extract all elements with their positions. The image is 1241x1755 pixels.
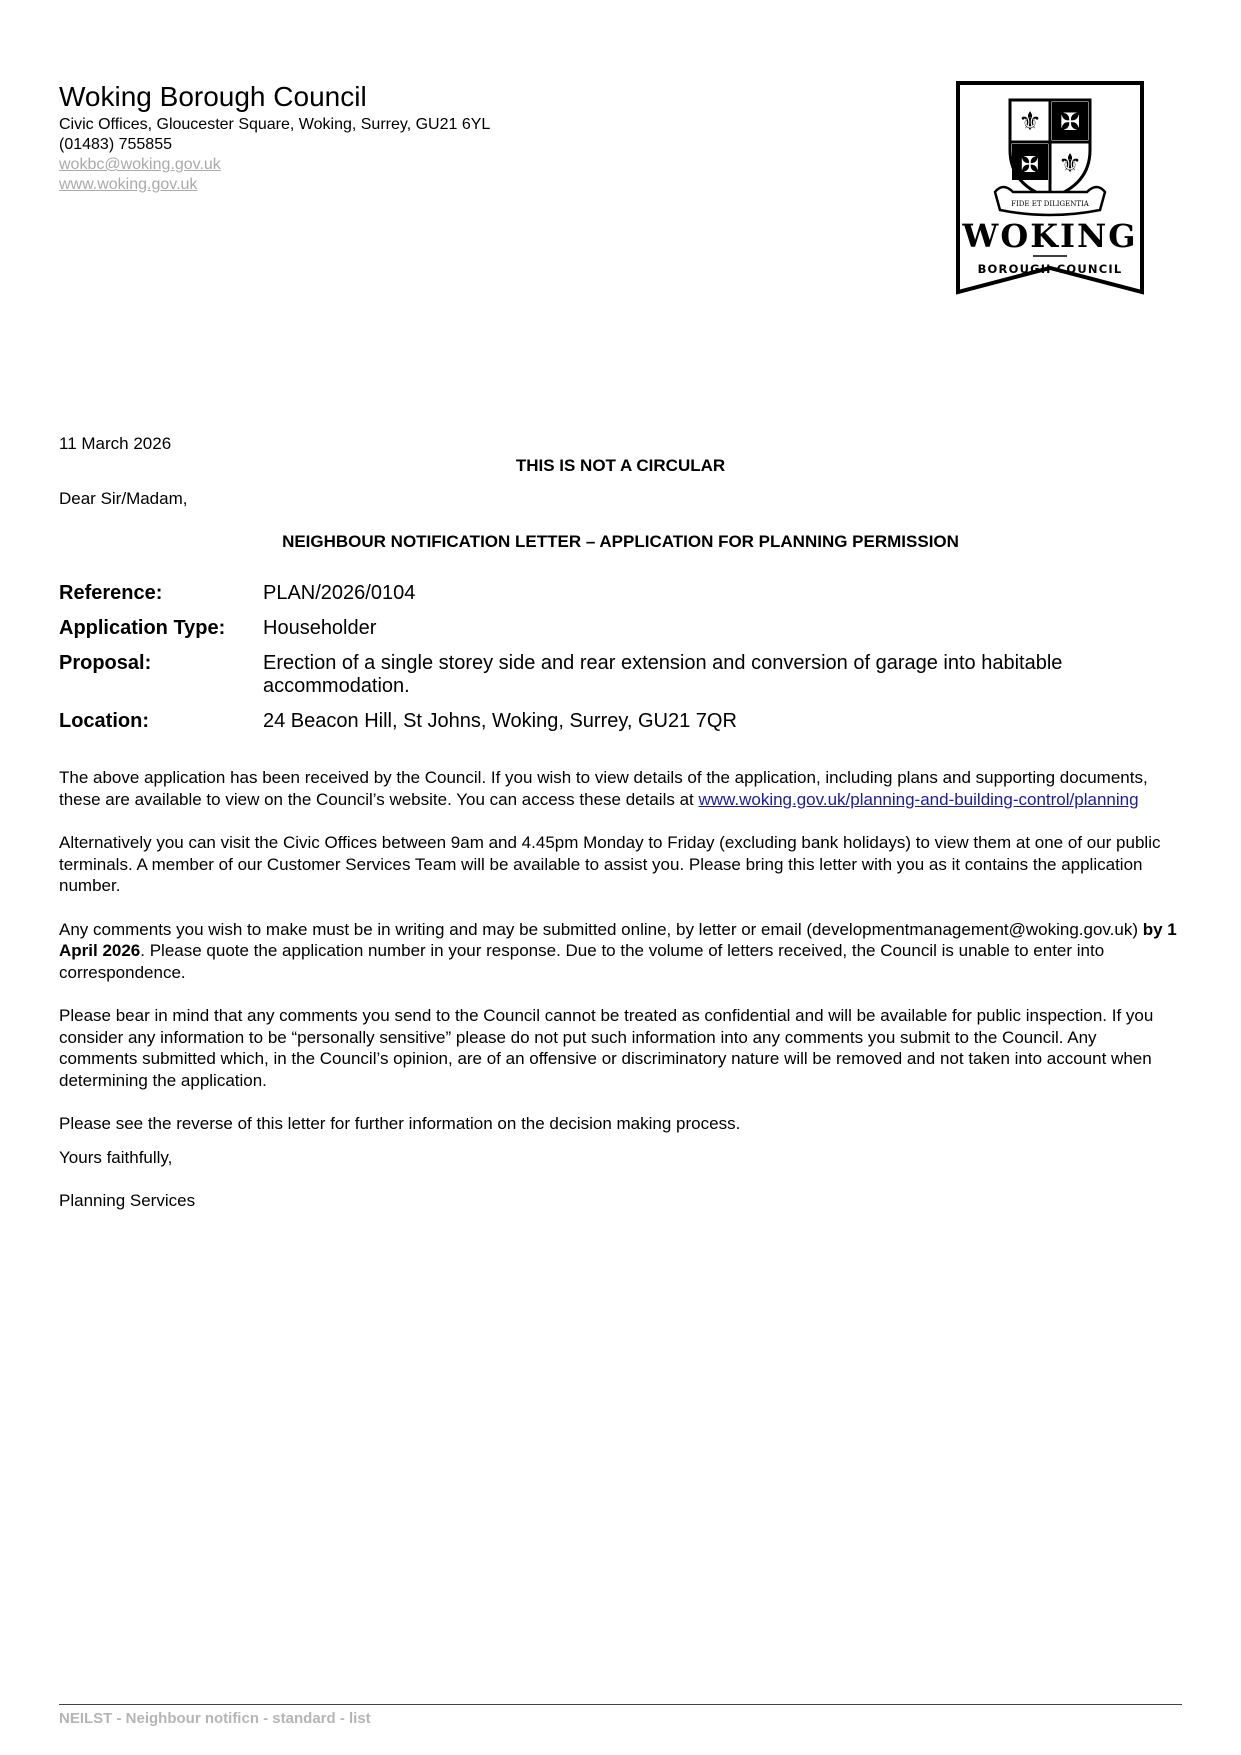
org-email-link[interactable]: wokbc@woking.gov.uk xyxy=(59,156,221,173)
application-details xyxy=(59,582,1179,745)
org-phone: (01483) 755855 xyxy=(59,136,172,153)
paragraph-reverse-info: Please see the reverse of this letter for further information on the decision making process. xyxy=(59,1114,741,1133)
detail-value: PLAN/2026/0104 xyxy=(263,582,416,604)
detail-label: Application Type: xyxy=(59,617,226,639)
detail-row-application-type xyxy=(59,617,1179,640)
paragraph-confidentiality: Please bear in mind that any comments you send to the Council cannot be treated as confidential and will be available for public inspection. If you consider any information to be “personally sensitive” please do not put such information into any comments you submit to the Council. Any comments submitted which, in the Council’s opinion, are of an offensive or discriminatory nature will be removed and not taken into account when determining the application. xyxy=(59,1006,1154,1090)
detail-value: 24 Beacon Hill, St Johns, Woking, Surrey, GU21 7QR xyxy=(263,710,737,732)
footer-divider xyxy=(59,1704,1182,1705)
letter-date: 11 March 2026 xyxy=(59,434,172,453)
logo-motto: FIDE ET DILIGENTIA xyxy=(1011,200,1089,208)
paragraph-comments-deadline xyxy=(59,919,1179,984)
svg-text:✠: ✠ xyxy=(1059,108,1081,136)
paragraph-view-details xyxy=(59,767,1179,810)
planning-website-link[interactable]: www.woking.gov.uk/planning-and-building-control/planning xyxy=(698,789,1139,809)
detail-row-location xyxy=(59,710,1179,733)
paragraph-text: Any comments you wish to make must be in writing and may be submitted online, by letter or email (developmentmanagement@woking.gov.uk) xyxy=(59,919,1143,939)
signature: Planning Services xyxy=(59,1191,196,1210)
svg-text:⚜: ⚜ xyxy=(1058,149,1082,179)
footer-code: NEILST - Neighbour notificn - standard - list xyxy=(59,1710,371,1727)
council-logo xyxy=(955,80,1145,297)
closing: Yours faithfully, xyxy=(59,1147,173,1167)
org-address: Civic Offices, Gloucester Square, Woking, Surrey, GU21 6YL xyxy=(59,116,491,133)
detail-label: Location: xyxy=(59,710,149,732)
letter-heading: NEIGHBOUR NOTIFICATION LETTER – APPLICATION FOR PLANNING PERMISSION xyxy=(282,532,959,551)
svg-text:⚜: ⚜ xyxy=(1018,107,1042,137)
detail-value: Erection of a single storey side and rear extension and conversion of garage into habitable accommodation. xyxy=(263,652,1063,697)
paragraph-text: The above application has been received by the Council. If you wish to view details of the application, including plans and supporting documents, these are available to view on the Council’s website. You can access these details at xyxy=(59,768,1148,809)
org-name: Woking Borough Council xyxy=(59,81,367,112)
detail-label: Proposal: xyxy=(59,652,152,674)
salutation: Dear Sir/Madam, xyxy=(59,489,188,508)
org-website-link[interactable]: www.woking.gov.uk xyxy=(59,176,198,193)
detail-row-reference xyxy=(59,582,1179,605)
svg-text:✠: ✠ xyxy=(1020,153,1040,178)
detail-value: Householder xyxy=(263,617,377,639)
circular-notice: THIS IS NOT A CIRCULAR xyxy=(515,456,726,475)
deadline-date: by 1 April 2026 xyxy=(59,919,1177,960)
detail-row-proposal xyxy=(59,652,1179,698)
logo-text-sub: BOROUGH COUNCIL xyxy=(977,262,1123,276)
letter-body xyxy=(59,767,1179,1234)
logo-text-main: WOKING xyxy=(962,217,1138,255)
paragraph-civic-offices: Alternatively you can visit the Civic Offices between 9am and 4.45pm Monday to Friday (excluding bank holidays) to view them at one of our public terminals. A member of our Customer Services Team will be available to assist you. Please bring this letter with you as it contains the application number. xyxy=(59,833,1161,895)
paragraph-text: . Please quote the application number in your response. Due to the volume of letters received, the Council is unable to enter into correspondence. xyxy=(59,941,1105,982)
detail-label: Reference: xyxy=(59,582,163,604)
